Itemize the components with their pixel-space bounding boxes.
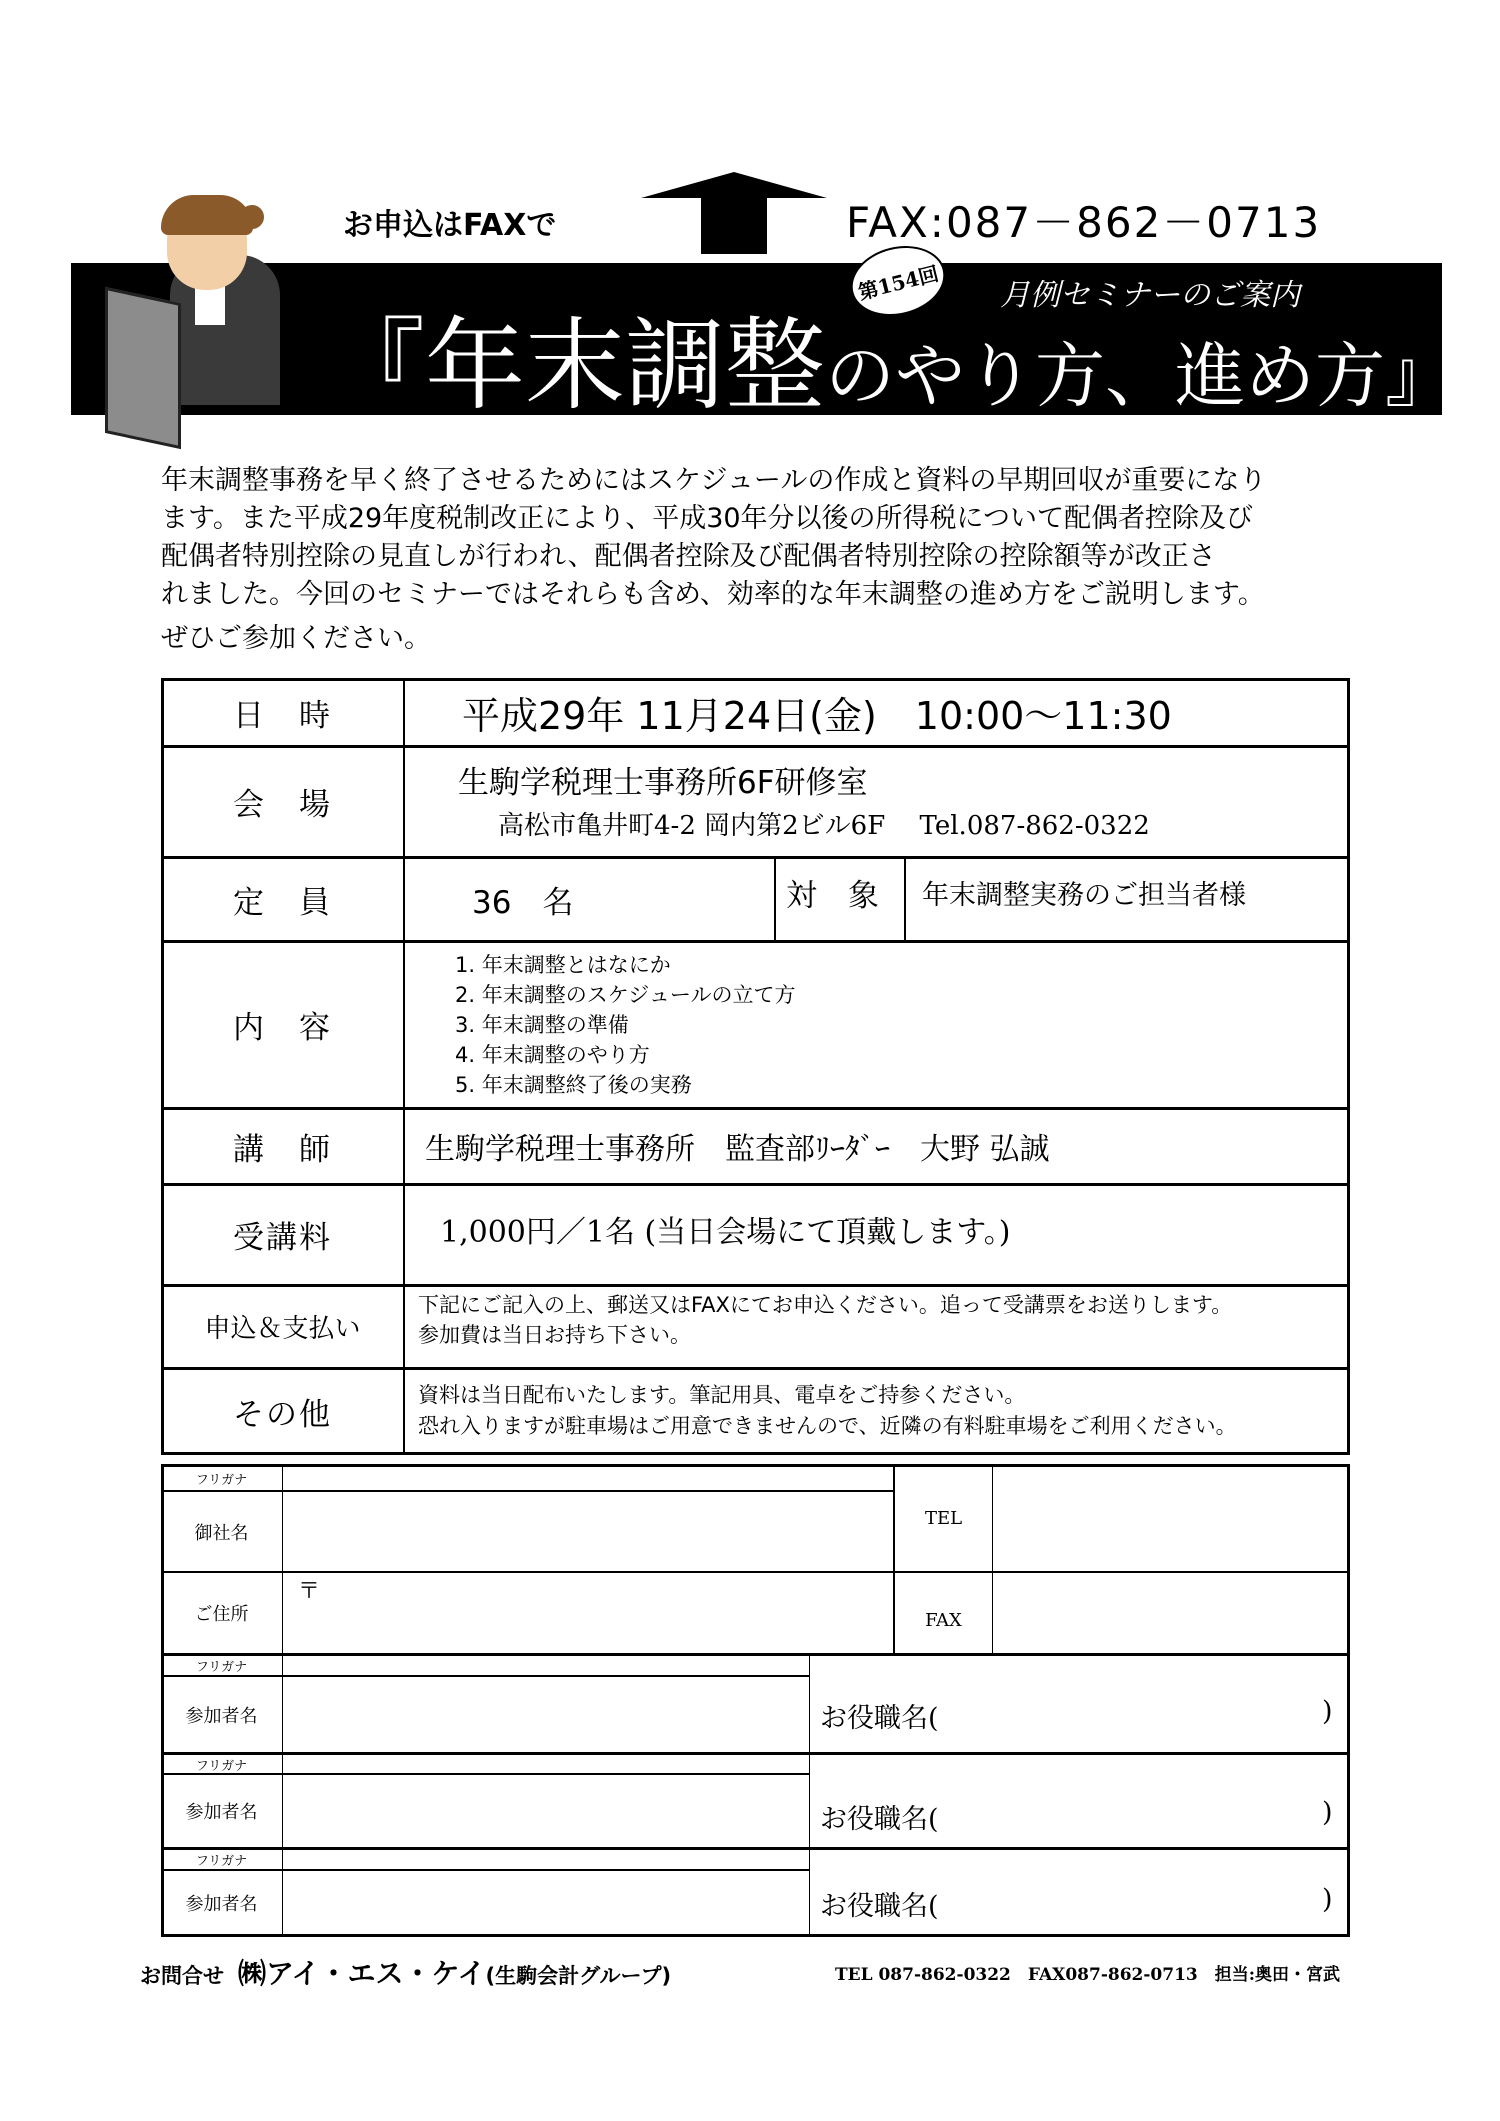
participant-label: 参加者名 — [185, 1705, 258, 1727]
participant-3-position-input[interactable] — [950, 1878, 1310, 1923]
fee-label: 受講料 — [233, 1220, 332, 1256]
participant-3-name-input[interactable] — [283, 1871, 809, 1935]
capacity-value: 36 名 — [472, 884, 574, 921]
capacity-label: 定 員 — [233, 884, 332, 921]
lecturer-label: 講 師 — [233, 1131, 332, 1168]
fee-value: 1,000円／1名 (当日会場にて頂戴します。) — [440, 1215, 1011, 1250]
fax-number: FAX:087－862－0713 — [846, 198, 1322, 247]
target-value: 年末調整実務のご担当者様 — [922, 879, 1246, 911]
other-label: その他 — [233, 1397, 332, 1433]
participant-3-position-label: お役職名( — [820, 1891, 939, 1922]
participant-2-position-label: お役職名( — [820, 1804, 939, 1835]
company-name-text: ㈱アイ・エス・ケイ — [238, 1957, 486, 1990]
position-close-paren: ) — [1322, 1696, 1333, 1727]
datetime-value: 平成29年 11月24日(金) 10:00〜11:30 — [462, 693, 1172, 738]
company-input[interactable] — [283, 1492, 893, 1571]
fax-input[interactable] — [993, 1573, 1348, 1653]
apply-text — [418, 1290, 1232, 1350]
intro-line: 配偶者特別控除の見直しが行われ、配偶者控除及び配偶者特別控除の控除額等が改正さ — [161, 541, 1216, 572]
participant-2-furigana-input[interactable] — [283, 1755, 809, 1773]
furigana-label: フリガナ — [195, 1472, 248, 1488]
apply-by-fax-text: お申込はFAXで — [343, 208, 557, 243]
address-input[interactable] — [283, 1573, 893, 1653]
intro-line: 年末調整事務を早く終了させるためにはスケジュールの作成と資料の早期回収が重要になり — [161, 465, 1267, 496]
content-item: 2. 年末調整のスケジュールの立て方 — [455, 983, 796, 1007]
content-list — [455, 950, 795, 1100]
participant-3-furigana-input[interactable] — [283, 1850, 809, 1869]
apply-line: 参加費は当日お持ち下さい。 — [418, 1323, 691, 1347]
intro-line: れました。今回のセミナーではそれらも含め、効率的な年末調整の進め方をご説明します。 — [161, 579, 1265, 610]
other-line: 恐れ入りますが駐車場はご用意できませんので、近隣の有料駐車場をご利用ください。 — [418, 1414, 1237, 1438]
furigana-label: フリガナ — [195, 1758, 248, 1774]
venue-name: 生駒学税理士事務所6F研修室 — [458, 765, 868, 801]
participant-1-position-label: お役職名( — [820, 1703, 939, 1734]
participant-1-position-input[interactable] — [950, 1690, 1310, 1735]
company-name — [238, 1952, 671, 1992]
furigana-label: フリガナ — [195, 1854, 248, 1869]
intro-closing: ぜひご参加ください。 — [161, 623, 431, 654]
tel-input[interactable] — [993, 1466, 1348, 1571]
content-item: 4. 年末調整のやり方 — [455, 1043, 650, 1067]
title-rest: のやり方、進め方』 — [825, 335, 1455, 417]
other-line: 資料は当日配布いたします。筆記用具、電卓をご持参ください。 — [418, 1383, 1026, 1407]
venue-label: 会 場 — [233, 787, 332, 823]
datetime-label: 日 時 — [233, 697, 332, 734]
company-group: (生駒会計グループ) — [485, 1964, 672, 1988]
participant-1-name-input[interactable] — [283, 1677, 809, 1752]
participant-label: 参加者名 — [185, 1894, 258, 1915]
page-title — [325, 285, 1455, 429]
intro-paragraph — [161, 462, 1266, 658]
footer-contact: TEL 087-862-0322 FAX087-862-0713 担当:奥田・宮武 — [835, 1965, 1341, 1985]
session-badge-text: 第154回 — [855, 260, 941, 304]
tel-label: TEL — [924, 1508, 963, 1529]
intro-line: ます。また平成29年度税制改正により、平成30年分以後の所得税について配偶者控除及び — [161, 503, 1254, 534]
target-label: 対 象 — [786, 877, 879, 914]
address-label: ご住所 — [194, 1604, 249, 1625]
content-item: 1. 年末調整とはなにか — [455, 953, 671, 977]
lecturer-value: 生駒学税理士事務所 監査部ﾘｰﾀﾞｰ 大野 弘誠 — [425, 1132, 1050, 1167]
content-item: 3. 年末調整の準備 — [455, 1013, 629, 1037]
apply-label: 申込＆支払い — [204, 1314, 361, 1344]
other-text — [418, 1380, 1237, 1442]
businesswoman-illustration — [95, 195, 285, 435]
fax-label: FAX — [925, 1609, 962, 1631]
content-label: 内 容 — [233, 1010, 332, 1046]
participant-2-name-input[interactable] — [283, 1775, 809, 1847]
apply-line: 下記にご記入の上、郵送又はFAXにてお申込ください。追って受講票をお送りします。 — [418, 1293, 1233, 1317]
participant-2-position-input[interactable] — [950, 1790, 1310, 1835]
venue-address: 高松市亀井町4-2 岡内第2ビル6F Tel.087-862-0322 — [498, 811, 1150, 841]
position-close-paren: ) — [1322, 1797, 1333, 1828]
furigana-label: フリガナ — [195, 1660, 248, 1675]
title-main: 『年末調整 — [325, 307, 825, 424]
content-item: 5. 年末調整終了後の実務 — [455, 1073, 692, 1097]
postal-mark: 〒 — [298, 1579, 321, 1604]
position-close-paren: ) — [1322, 1884, 1333, 1915]
furigana-company-input[interactable] — [283, 1466, 893, 1490]
arrow-up-icon — [641, 172, 827, 254]
seminar-subtitle: 月例セミナーのご案内 — [1000, 278, 1300, 313]
footer — [140, 1952, 671, 1992]
inquiry-label: お問合せ — [140, 1964, 224, 1988]
company-label: 御社名 — [194, 1522, 249, 1544]
participant-label: 参加者名 — [185, 1802, 258, 1823]
participant-1-furigana-input[interactable] — [283, 1656, 809, 1675]
